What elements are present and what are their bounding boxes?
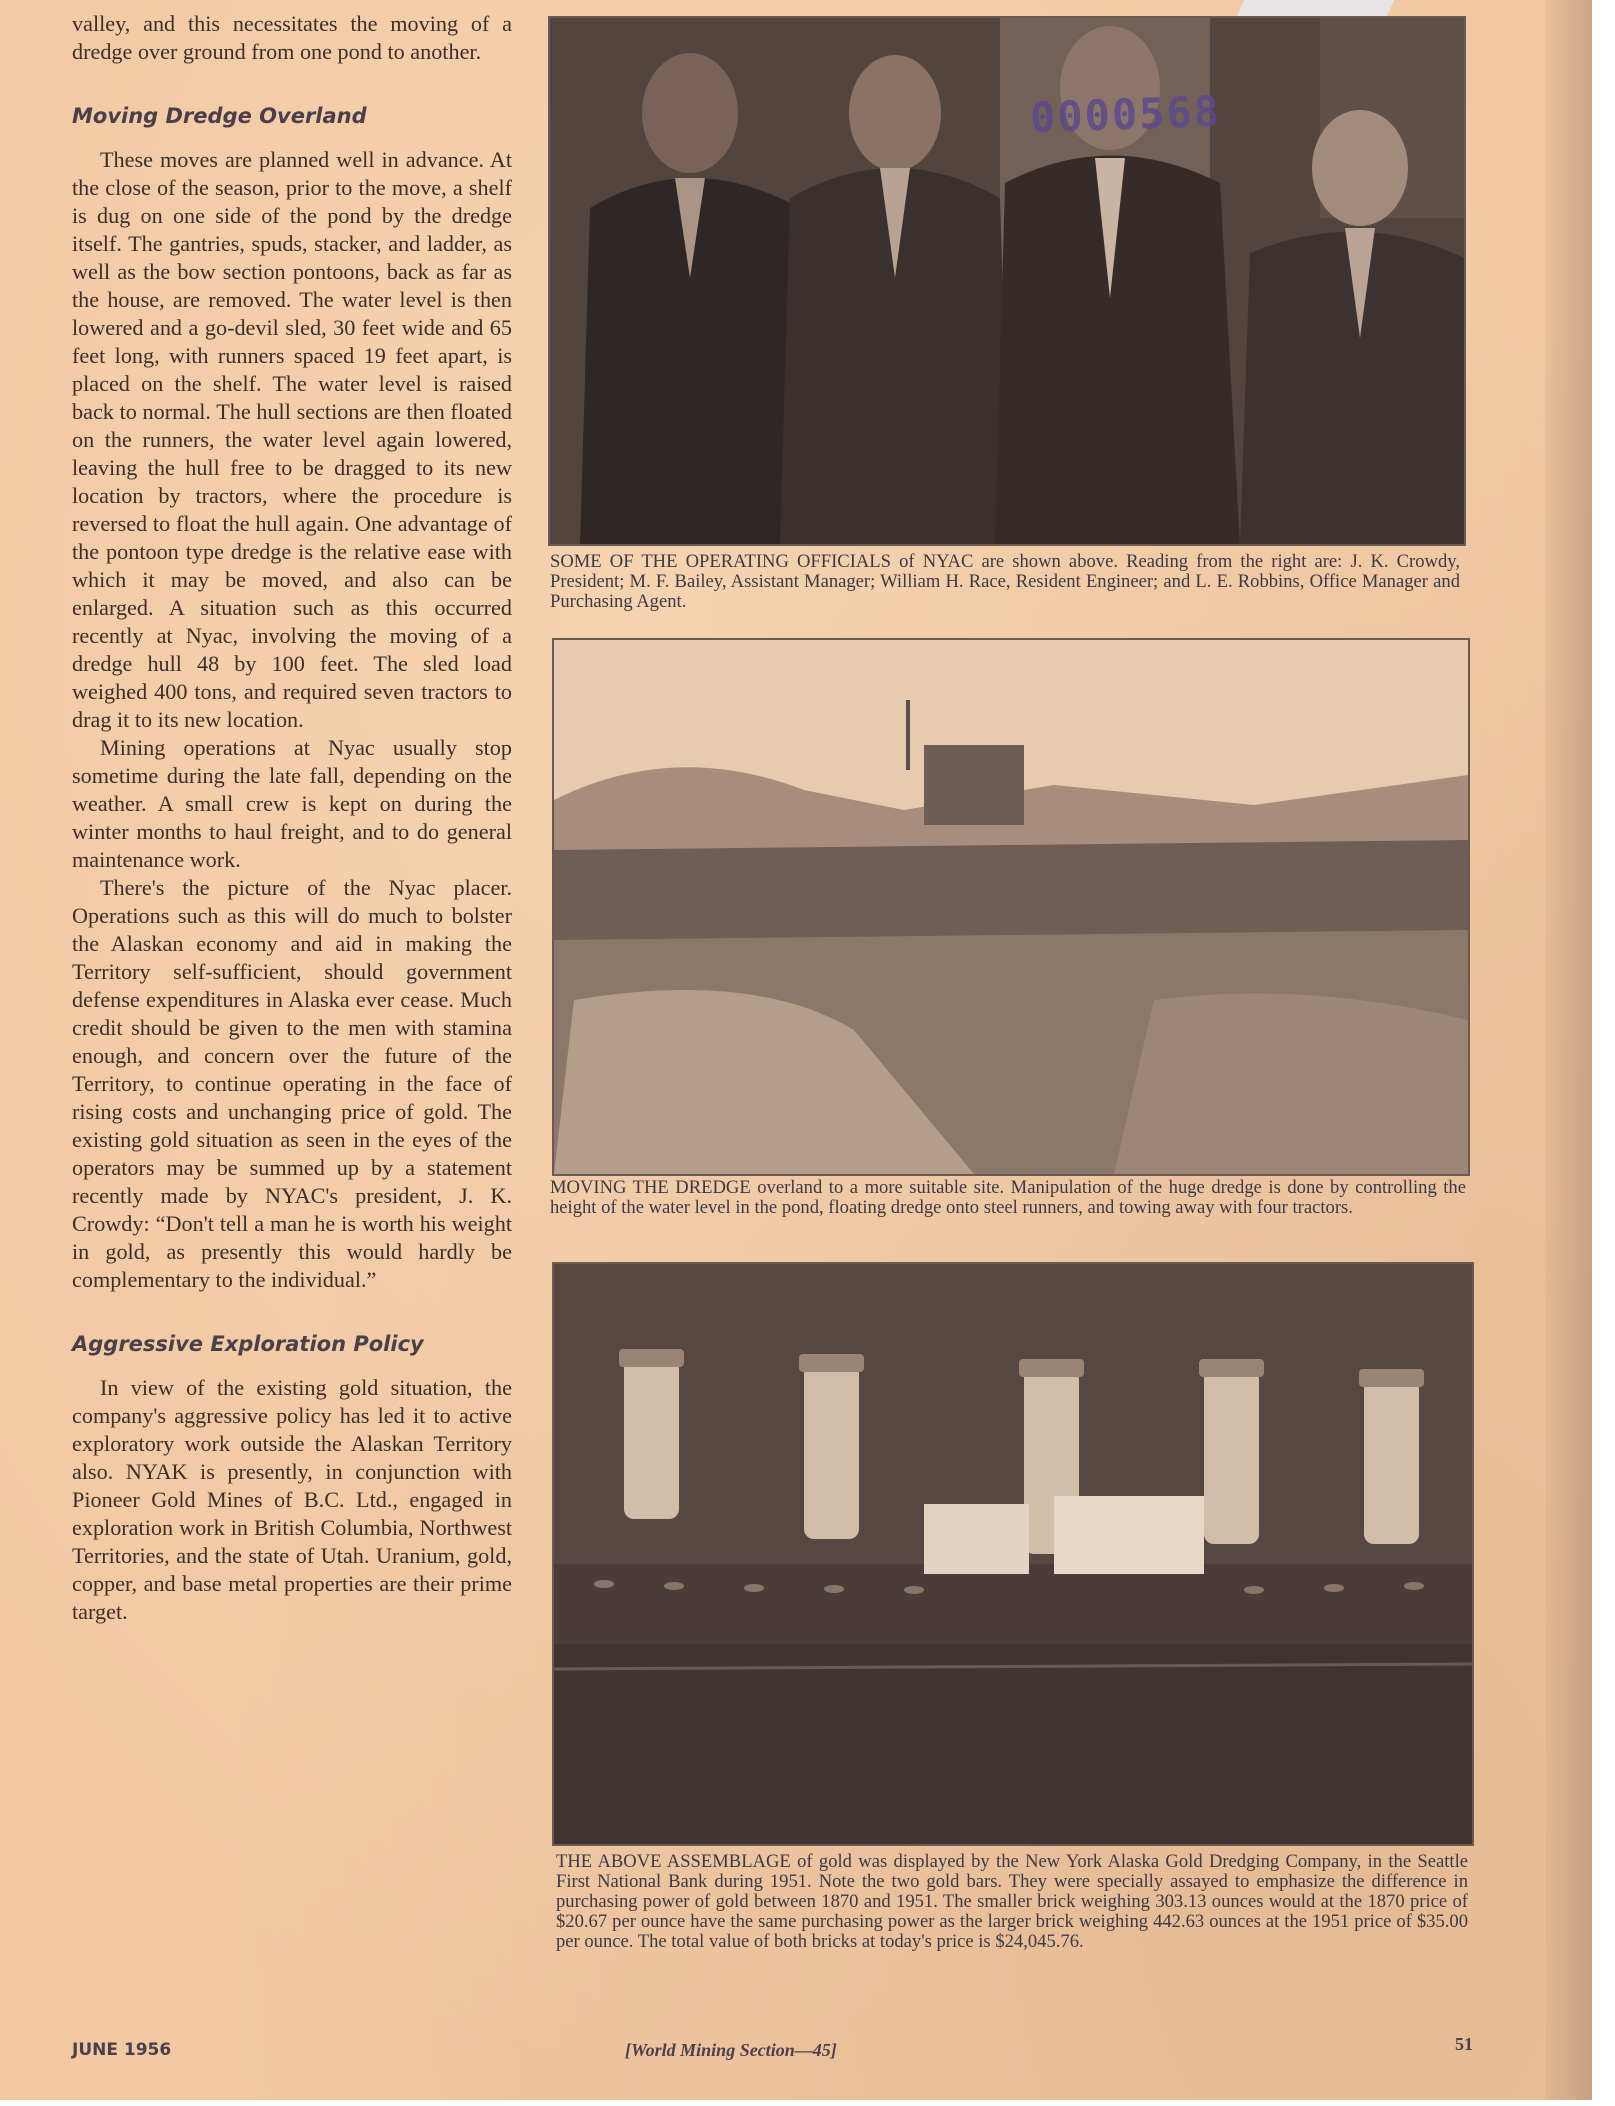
left-text-column [72, 10, 512, 1626]
dredge-caption-text: MOVING THE DREDGE overland to a more suitable site. Manipulation of the huge dredge is done by controlling the height of the water level in the pond, floating dredge onto steel runners, and towing away with four tractors. [550, 1177, 1466, 1218]
issue-date: JUNE 1956 [72, 2040, 172, 2060]
officials-photo [548, 16, 1466, 546]
paragraph-moves-planned: These moves are planned well in advance. At the close of the season, prior to the move, a shelf is dug on one side of the pond by the dredge itself. The gantries, spuds, stacker, and ladder, as well as the bow section pontoons, back as far as the house, are removed. The water level is then lowered and a go-devil sled, 30 feet wide and 65 feet long, with runners spaced 19 feet apart, is placed on the shelf. The water level is raised back to normal. The hull sections are then floated on the runners, the water level again lowered, leaving the hull free to be dragged to its new location by tractors, where the procedure is reversed to float the hull again. One advantage of the pontoon type dredge is the relative ease with which it may be moved, and also can be enlarged. A situation such as this occurred recently at Nyac, involving the moving of a dredge hull 48 by 100 feet. The sled load weighed 400 tons, and required seven tractors to drag it to its new location. [72, 147, 512, 732]
gold-display-photo [552, 1262, 1474, 1846]
dredge-caption [550, 1178, 1466, 1218]
gold-caption: THE ABOVE ASSEMBLAGE of gold was displayed by the New York Alaska Gold Dredging Company, in the Seattle First National Bank during 1951. Note the two gold bars. They were specially assayed to emphasize the difference in purchasing power of gold between 1870 and 1951. The smaller brick weighing 303.13 ounces would at the 1870 price of $20.67 per ounce have the same purchasing power as the larger brick weighing 442.63 ounces at the 1951 price of $35.00 per ounce. The total value of both bricks at today's price is $24,045.76. [556, 1851, 1468, 1952]
officials-caption: SOME OF THE OPERATING OFFICIALS of NYAC are shown above. Reading from the right are: J. K. Crowdy, President; M. F. Bailey, Assistant Manager; William H. Race, Resident Engineer; and L. E. Robbins, Office Manager and Purchasing Agent. [550, 551, 1460, 612]
section-label: [World Mining Section—45] [625, 2040, 837, 2060]
section-heading-exploration: Aggressive Exploration Policy [72, 1332, 424, 1356]
dredge-photo [552, 638, 1470, 1176]
section-heading-moving-dredge: Moving Dredge Overland [72, 104, 367, 128]
page-edge-shadow [1545, 0, 1592, 2100]
page-number: 51 [1455, 2034, 1473, 2054]
paragraph-mining-operations: Mining operations at Nyac usually stop sometime during the late fall, depending on the weather. A small crew is kept on during the winter months to haul freight, and to do general maintenance work. [72, 735, 512, 872]
paragraph-nyac-placer: There's the picture of the Nyac placer. Operations such as this will do much to bolster the Alaskan economy and aid in making the Territory self-sufficient, should government defense expenditures in Alaska ever cease. Much credit should be given to the men with stamina enough, and concern over the future of the Territory, to continue operating in the face of rising costs and unchanging price of gold. The existing gold situation as seen in the eyes of the operators may be summed up by a statement recently made by NYAC's president, J. K. Crowdy: “Don't tell a man he is worth his weight in gold, as presently this would hardly be complementary to the individual.” [72, 875, 512, 1292]
archive-stamp-number: 0000568 [1029, 86, 1222, 143]
paragraph-exploration-policy: In view of the existing gold situation, the company's aggressive policy has led it to active exploratory work outside the Alaskan Territory also. NYAK is presently, in conjunction with Pioneer Gold Mines of B.C. Ltd., engaged in exploration work in British Columbia, Northwest Territories, and the state of Utah. Uranium, gold, copper, and base metal properties are their prime target. [72, 1375, 512, 1624]
intro-paragraph: valley, and this necessitates the moving of a dredge over ground from one pond to another. [72, 11, 512, 64]
